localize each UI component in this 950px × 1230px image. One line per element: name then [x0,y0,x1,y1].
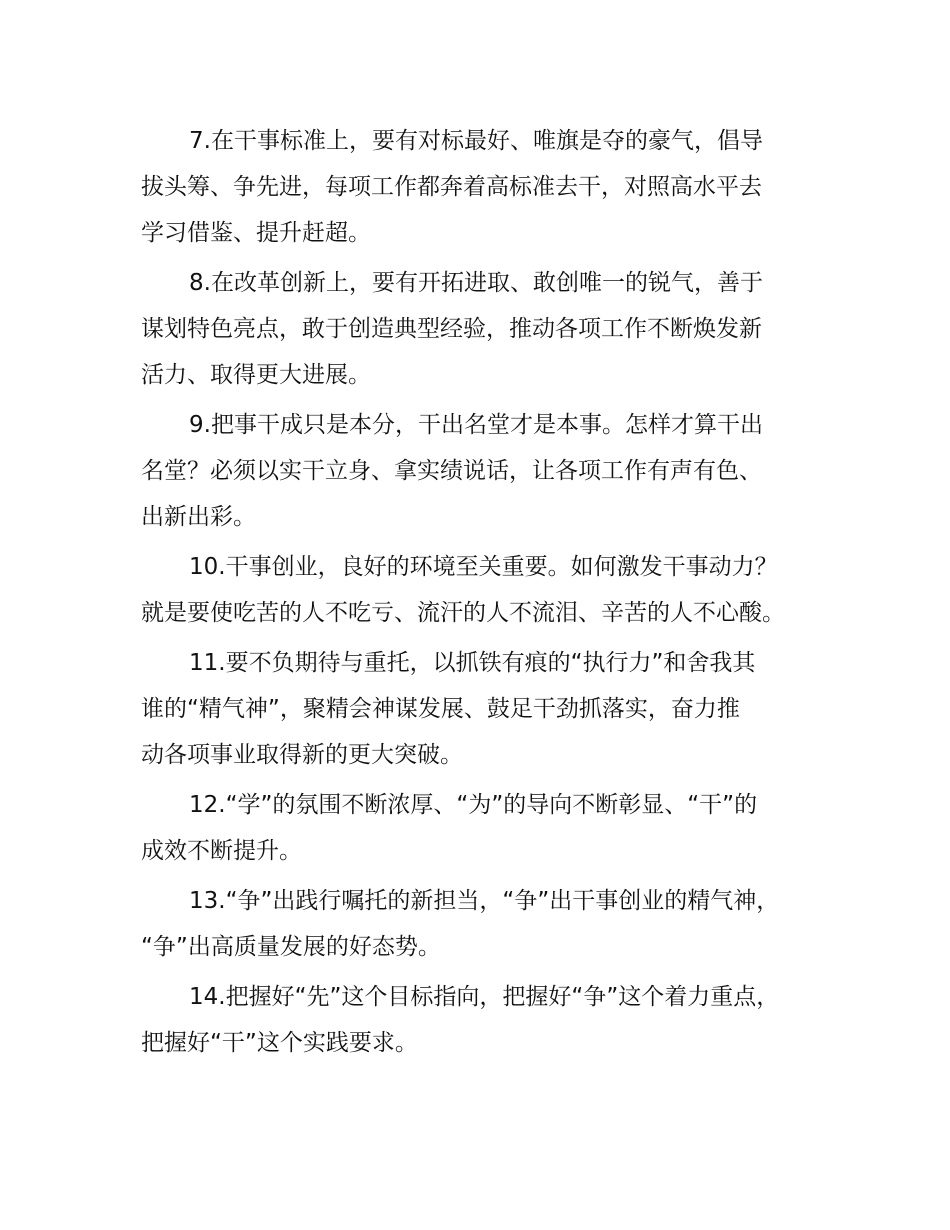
paragraph-line: 学习借鉴、提升赶超。 [141,220,371,246]
paragraph-line: 把握好“干”这个实践要求。 [141,1030,418,1056]
paragraph-line: 谁的“精气神”，聚精会神谋发展、鼓足干劲抓落实，奋力推 [141,696,740,722]
paragraph-8 [141,260,831,398]
paragraph-line: 14.把握好“先”这个目标指向，把握好“争”这个着力重点， [189,984,780,1010]
paragraph-line: 8.在改革创新上，要有开拓进取、敢创唯一的锐气，善于 [189,270,763,296]
paragraph-line: 13.“争”出践行嘱托的新担当，“争”出干事创业的精气神， [189,888,780,914]
paragraph-line: 12.“学”的氛围不断浓厚、“为”的导向不断彰显、“干”的 [189,792,758,818]
paragraph-11 [141,640,831,778]
paragraph-line: 名堂？必须以实干立身、拿实绩说话，让各项工作有声有色、 [141,458,762,484]
paragraph-line: 就是要使吃苦的人不吃亏、流汗的人不流泪、辛苦的人不心酸。 [141,600,785,626]
paragraph-line: “争”出高质量发展的好态势。 [141,934,441,960]
paragraph-line: 11.要不负期待与重托，以抓铁有痕的“执行力”和舍我其 [189,650,756,676]
paragraph-14 [141,974,831,1066]
paragraph-line: 活力、取得更大进展。 [141,362,371,388]
paragraph-line: 出新出彩。 [141,504,256,530]
paragraph-line: 9.把事干成只是本分，干出名堂才是本事。怎样才算干出 [189,412,763,438]
paragraph-line: 谋划特色亮点，敢于创造典型经验，推动各项工作不断焕发新 [141,316,762,342]
paragraph-10 [141,544,831,636]
document-body [141,118,831,1070]
paragraph-line: 7.在干事标准上，要有对标最好、唯旗是夺的豪气，倡导 [189,128,763,154]
paragraph-9 [141,402,831,540]
paragraph-line: 10.干事创业，良好的环境至关重要。如何激发干事动力？ [189,554,778,580]
paragraph-line: 拔头筹、争先进，每项工作都奔着高标准去干，对照高水平去 [141,174,762,200]
paragraph-line: 动各项事业取得新的更大突破。 [141,742,463,768]
paragraph-line: 成效不断提升。 [141,838,302,864]
paragraph-7 [141,118,831,256]
paragraph-13 [141,878,831,970]
paragraph-12 [141,782,831,874]
